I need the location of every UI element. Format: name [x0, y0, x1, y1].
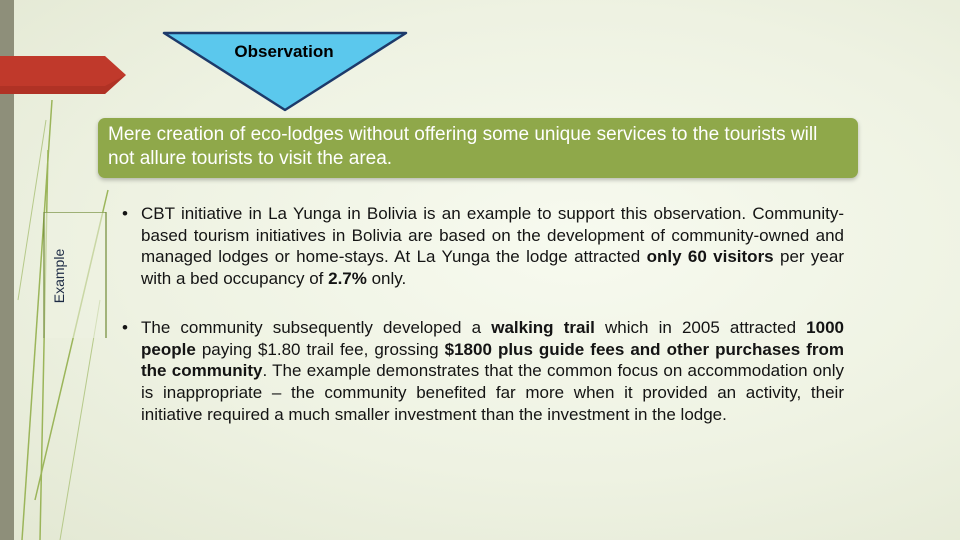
bullet-text: . The example demonstrates that the common focus on accommodation only is inappropriate – the community benefited far more when it provided an activity, their initiative required a much smaller investment than the investment in the lodge. [141, 361, 844, 424]
bullet-list [118, 203, 844, 425]
bullet-bold-text: $1800 plus guide fees and other purchases from the community [141, 339, 844, 381]
bullet-text: paying $1.80 trail fee, grossing [195, 339, 445, 359]
bullet-text: per year with a bed occupancy of [141, 247, 844, 289]
bullet-text: CBT initiative in La Yunga in Bolivia is an example to support this observation. Community-based tourism initiatives in Bolivia are based on the development of community-owned and managed lodges or home-stays. At La Yunga the lodge attracted [141, 204, 844, 267]
bullet-marker: • [122, 317, 128, 337]
bullet-marker: • [122, 204, 128, 223]
list-item [118, 317, 844, 426]
example-side-label [48, 213, 70, 338]
statement-box [98, 118, 858, 178]
observation-heading: Observation [234, 42, 334, 61]
list-item [118, 203, 844, 290]
example-label-text: Example [51, 248, 67, 303]
bullet-text: The community subsequently developed a [141, 317, 492, 337]
bullet-bold-text: only 60 visitors [646, 247, 774, 267]
bullet-text: only. [366, 269, 407, 289]
bullet-text: which in 2005 attracted [594, 317, 807, 337]
bullet-bold-text: 2.7% [328, 269, 367, 289]
bullet-bold-text: walking trail [491, 317, 595, 337]
statement-text: Mere creation of eco-lodges without offering some unique services to the tourists will not allure tourists to visit the area. [108, 124, 818, 169]
bullet-bold-text: 1000 people [141, 317, 844, 359]
